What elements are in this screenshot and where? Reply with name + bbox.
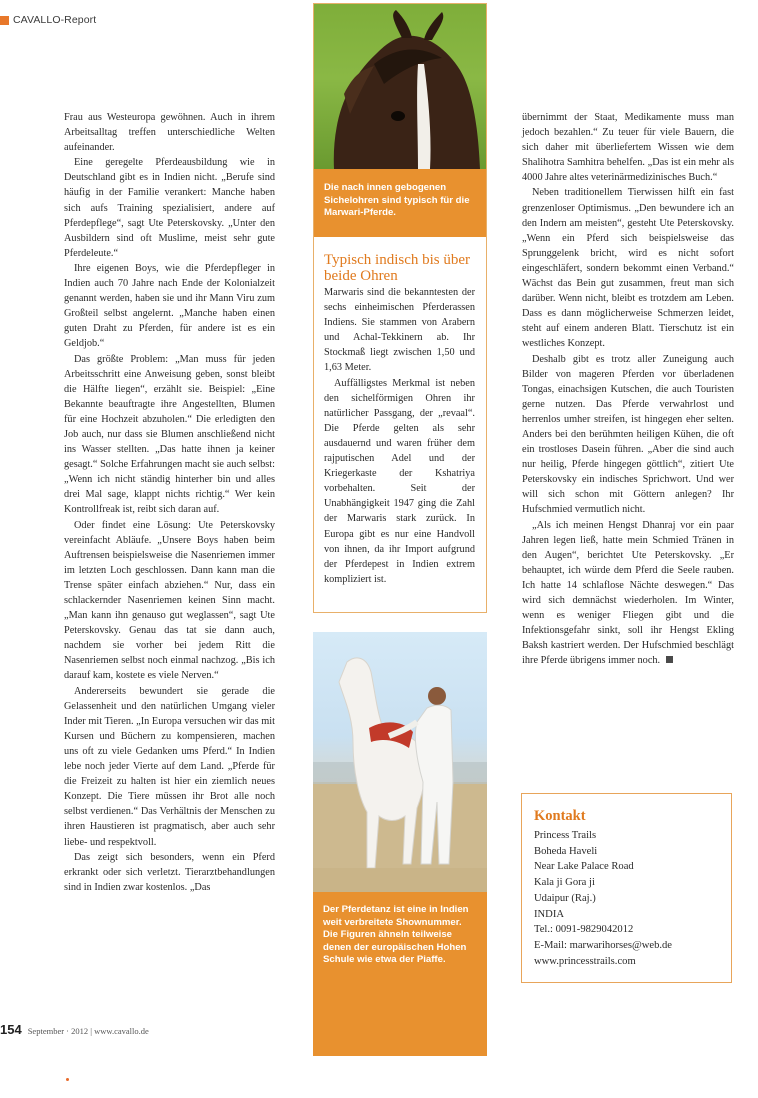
section-title: CAVALLO-Report [13,14,97,26]
contact-line: Princess Trails [534,830,597,841]
contact-email: E-Mail: marwarihorses@web.de [534,939,673,951]
paragraph: Marwaris sind die bekanntesten der sechs einheimischen Pferderassen Indiens. Sie stammen von Arabern und Achal-Tekkinern ab. Ihr Stockmaß liegt zwischen 1,50 und 1,63 Meter. [324,287,475,374]
paragraph: Das größte Problem: „Man muss für jeden Arbeitsschritt eine Anweisung geben, sonst bleibt die Hälfte liegen“, erzählt sie. Beispiel: „Eine Bekannte beauftragte ihre Angestellten, Blumen für eine Hochzeit abzuholen.“ Die erledigten den Job auch, nur dass sie Blumen anschließend nicht ins Wasser stellten. „Das hatte ihnen ja keiner gesagt.“ Solche Erfahrungen macht sie auch selbst: „Wenn ich nicht ständig hinterher bin und alles drei Mal sage, klappt nichts richtig.“ Wer kein Kontrollfreak ist, reibt sich daran auf. [64,353,275,516]
contact-line: Boheda Haveli [534,845,598,857]
end-mark-icon [666,656,673,663]
photo-horse-dance [313,632,487,892]
article-column-right [522,110,734,668]
contact-website: www.princesstrails.com [534,955,636,967]
contact-line: Kala ji Gora ji [534,877,595,889]
paragraph: Deshalb gibt es trotz aller Zuneigung auch Bilder von mageren Pferden vor überladenen Tongas, einachsigen Kutschen, die auch Touristen gerne nutzen. Das Pferde verwahrlost und herrenlos umher streifen, ist hingegen eher selten. Anders bei den berühmten heiligen Kühen, die oft ein trostloses Dasein führen. „Aber die sind auch nur heilig, Pferde hingegen göttlich“, zitiert Ute Peterskovsky ein indisches Sprichwort. Und wer will sich schon mit Göttern anlegen? Ihr Hufschmied vermutlich nicht. [522,353,734,516]
photo-caption-top: Die nach innen gebogenen Sichelohren sind typisch für die Marwari-Pferde. [314,169,486,237]
paragraph-last [522,518,734,669]
decorative-dot [66,1078,69,1081]
paragraph: Neben traditionellem Tierwissen hilft ein fast grenzenloser Optimismus. „Den bewundere ich an den Indern am meisten“, gesteht Ute Peterskovsky. „Wenn ein Pferd sich beispielsweise das Sprunggelenk bricht, wird es nicht sofort eingeschläfert, sondern bekommt einen Verband.“ Wächst das Bein gut zusammen, freut man sich darüber. Wenn nicht, bleibt es trotzdem am Leben. Dass es dann möglicherweise Schmerzen leidet, steht auf einem anderen Blatt. Tierschutz ist ein westliches Konzept. [522,187,734,350]
page-footer [0,1022,149,1037]
page-number: 154 [0,1022,22,1037]
paragraph: Andererseits bewundert sie gerade die Gelassenheit und den natürlichen Umgang vieler Inder mit Tieren. „In Europa versuchen wir das mit Kursen und Büchern zu kompensieren, machen uns oft zu viele Gedanken ums Pferd.“ In Indien lebe noch jeder Vierte auf dem Land. „Pferde für die Freizeit zu halten ist hier ein ziemlich neues Konzept. Die Tiere müssen ihr Brot alle noch selbst verdienen.“ Das Verhältnis der Menschen zu ihren Haustieren ist pragmatisch, aber auch sehr liebe- und respektvoll. [64,685,275,848]
paragraph-text: „Als ich meinen Hengst Dhanraj vor ein paar Jahren legen ließ, hatte mein Schmied Tränen in den Augen“, berichtet Ute Peterskovsky. „Er behauptet, ich würde dem Pferd die Seele rauben. Ich hatte 14 schlaflose Nächte deswegen.“ Das wird sich demnächst wiederholen. Im Winter, wenn es weniger Fliegen gibt und die Infektionsgefahr sinkt, soll ihr Hengst Ekling Baksh kastriert werden. Der Hufschmied beschlägt ihre Pferde übrigens immer noch. [522,519,734,667]
issue-info: September · 2012 | www.cavallo.de [27,1026,149,1036]
paragraph: übernimmt der Staat, Medikamente muss man jedoch bezahlen.“ Zu teuer für viele Bauern, die sich daher mit überliefertem Wissen wie dem Shalihotra Samhitra behelfen. „Das ist ein mehr als 4000 Jahre altes veterinärmedizinisches Buch.“ [522,112,734,184]
photo-horse-head [314,4,486,169]
paragraph: Oder findet eine Lösung: Ute Peterskovsky vereinfacht Abläufe. „Unsere Boys haben beim Auftrensen beispielsweise die Nasenriemen immer im letzten Loch geschlossen. Dann kann man die Trense später einfach abziehen.“ Nur, dass ein schlackernder Nasenriemen keinen Sinn macht. „Man kann ihn genauso gut weglassen“, sagt Ute Peterskovsky. Genau das tat sie dann auch, nachdem sie vorher bei jedem Ritt die Nasenriemen selbst noch einmal nachzog. „Bis ich darauf kam, kostete es viele Nerven.“ [64,519,275,682]
paragraph: Auffälligstes Merkmal ist neben den sichelförmigen Ohren ihr natürlicher Passgang, der „revaal“. Die Pferde gelten als sehr ausdauernd und waren früher dem rajputischen Adel und der Kriegerkaste der Kshatriya vorbehalten. Seit der Unabhängigkeit 1947 ging die Zahl der Marwaris stark zurück. In Europa gibt es nur eine Handvoll von ihnen, da ihr Import aufgrund der Pferdepest in Indien extrem kompliziert ist. [324,377,475,585]
paragraph: Frau aus Westeuropa gewöhnen. Auch in ihrem Arbeitsalltag treffen unterschiedliche Welten aufeinander. [64,112,275,154]
contact-line: Udaipur (Raj.) [534,892,596,904]
contact-box [521,793,732,983]
section-marker [0,16,9,25]
contact-title: Kontakt [534,808,586,824]
paragraph: Das zeigt sich besonders, wenn ein Pferd erkrankt oder sich verletzt. Tierarztbehandlungen sind in Indien zwar kostenlos. „Das [64,851,275,893]
info-box-heading: Typisch indisch bis über beide Ohren [324,252,471,284]
paragraph: Ihre eigenen Boys, wie die Pferdepfleger in Indien auch 70 Jahre nach Ende der Kolonialzeit genannt werden, haben sie und ihr Mann Viru zum Großteil selbst angelernt. „Manche haben einen guten Draht zu Pferden, für andere ist es ein Geldjob.“ [64,262,275,350]
horse-head-illustration [314,4,486,169]
section-header [0,12,96,28]
contact-line: Near Lake Palace Road [534,861,634,873]
paragraph: Eine geregelte Pferdeausbildung wie in Deutschland gibt es in Indien nicht. „Berufe sind häufig in der Familie verankert: Manche haben sich aufs Training spezialisiert, andere auf Pferdepflege“, sagt Ute Peterskovsky. „Unter den Ausbildern sind oft Muslime, meist sehr gute Pferdeleute.“ [64,157,275,259]
contact-line: INDIA [534,908,565,920]
article-column-left [64,110,275,895]
photo-caption-bottom: Der Pferdetanz ist eine in Indien weit verbreitete Shownummer. Die Figuren ähneln teilweise denen der europäischen Hohen Schule wie etwa der Piaffe. [313,892,487,1056]
info-box-text [324,285,475,587]
contact-phone: Tel.: 0091-9829042012 [534,924,634,936]
horse-dance-illustration [313,632,487,892]
